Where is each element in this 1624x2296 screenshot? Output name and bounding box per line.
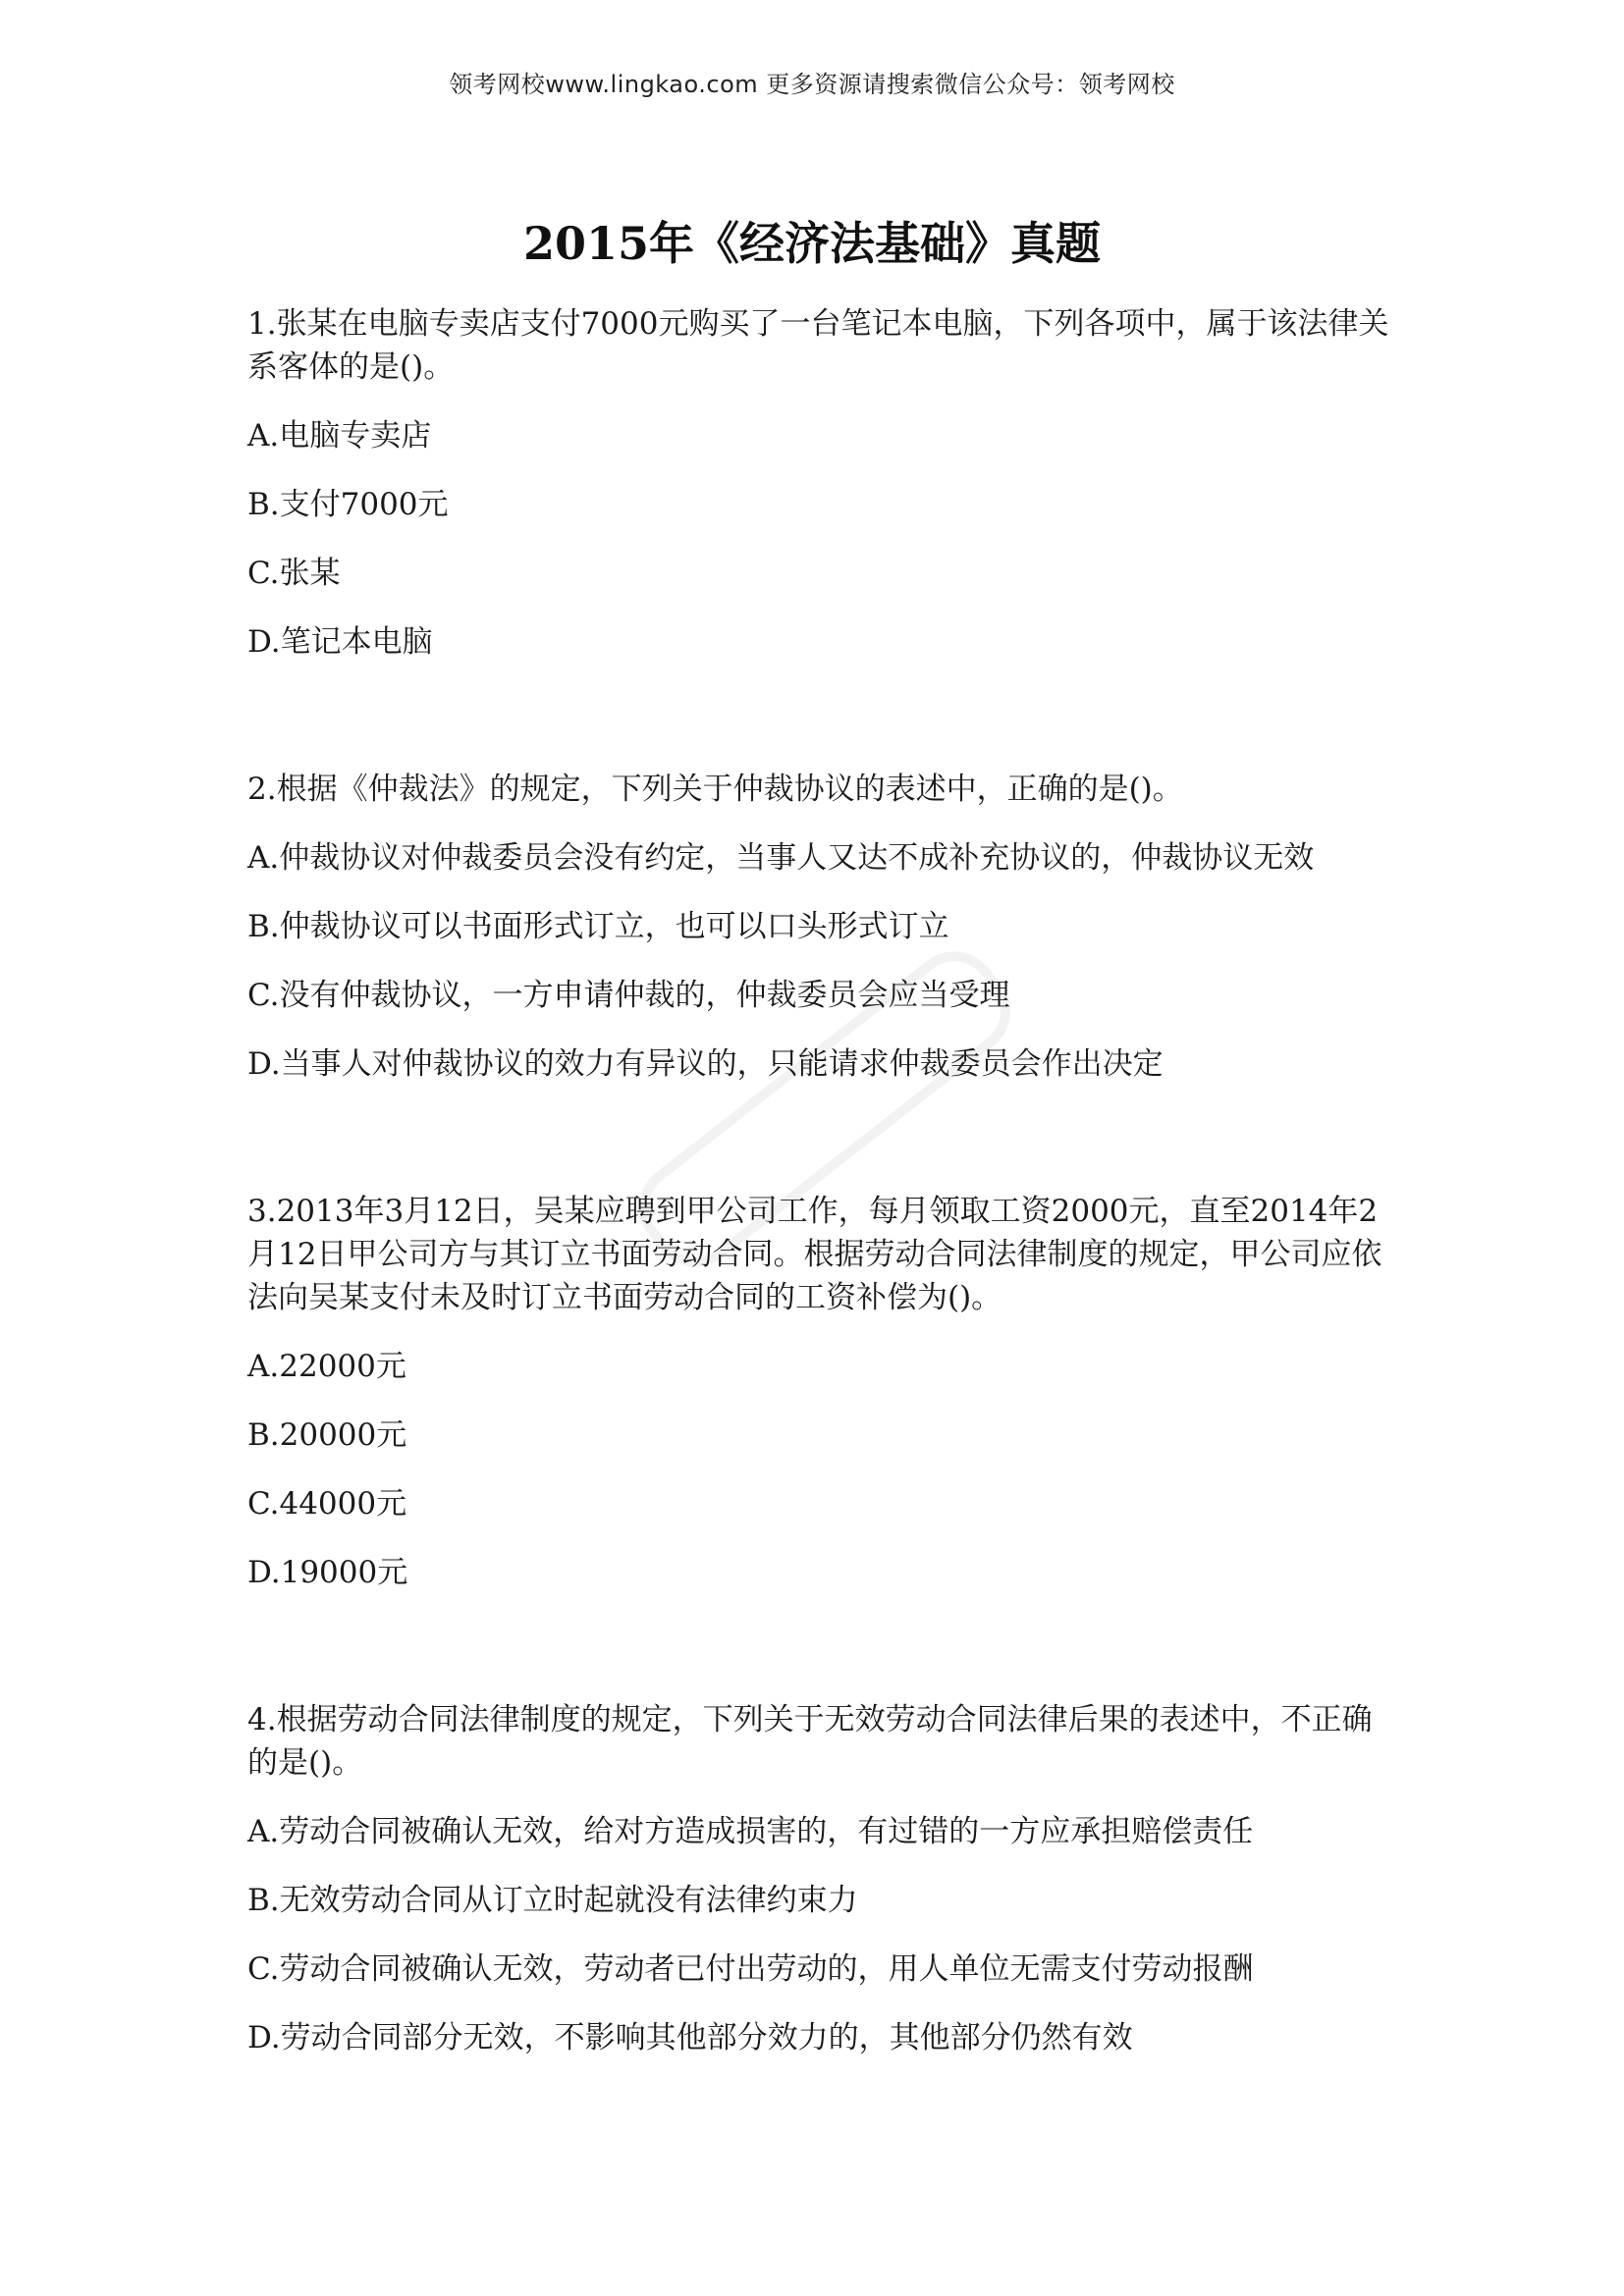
- question-spacer: [247, 689, 1391, 768]
- document-title: 2015年《经济法基础》真题: [522, 217, 1102, 270]
- option-b: B.20000元: [247, 1417, 407, 1453]
- question-3: [247, 1190, 1391, 1594]
- question-text: 3.2013年3月12日，吴某应聘到甲公司工作，每月领取工资2000元，直至2014年2月12日甲公司方与其订立书面劳动合同。根据劳动合同法律制度的规定，甲公司应依法向吴某支付未及时订立书面劳动合同的工资补偿为()。: [247, 1194, 1382, 1315]
- question-text: 1.张某在电脑专卖店支付7000元购买了一台笔记本电脑，下列各项中，属于该法律关系客体的是()。: [247, 306, 1389, 385]
- option-d: D.当事人对仲裁协议的效力有异议的，只能请求仲裁委员会作出决定: [247, 1046, 1164, 1082]
- question-4: [247, 1698, 1391, 2059]
- question-spacer: [247, 1620, 1391, 1698]
- option-a: A.22000元: [247, 1349, 406, 1384]
- question-text: 4.根据劳动合同法律制度的规定，下列关于无效劳动合同法律后果的表述中，不正确的是()。: [247, 1702, 1373, 1781]
- option-a: A.仲裁协议对仲裁委员会没有约定，当事人又达不成补充协议的，仲裁协议无效: [247, 840, 1315, 876]
- question-spacer: [247, 1111, 1391, 1190]
- page-header: 领考网校www.lingkao.com 更多资源请搜索微信公众号：领考网校: [449, 71, 1175, 98]
- option-d: D.劳动合同部分无效，不影响其他部分效力的，其他部分仍然有效: [247, 2020, 1133, 2056]
- option-a: A.电脑专卖店: [247, 418, 432, 454]
- question-list: [247, 302, 1391, 2085]
- option-c: C.44000元: [247, 1486, 407, 1522]
- option-b: B.仲裁协议可以书面形式订立，也可以口头形式订立: [247, 909, 949, 944]
- option-d: D.19000元: [247, 1555, 408, 1590]
- option-c: C.劳动合同被确认无效，劳动者已付出劳动的，用人单位无需支付劳动报酬: [247, 1951, 1254, 1987]
- option-b: B.无效劳动合同从订立时起就没有法律约束力: [247, 1883, 858, 1918]
- option-b: B.支付7000元: [247, 487, 449, 522]
- option-c: C.张某: [247, 556, 341, 591]
- question-text: 2.根据《仲裁法》的规定，下列关于仲裁协议的表述中，正确的是()。: [247, 772, 1183, 807]
- option-c: C.没有仲裁协议，一方申请仲裁的，仲裁委员会应当受理: [247, 978, 1010, 1013]
- option-a: A.劳动合同被确认无效，给对方造成损害的，有过错的一方应承担赔偿责任: [247, 1814, 1254, 1849]
- question-2: [247, 768, 1391, 1086]
- question-1: [247, 302, 1391, 664]
- option-d: D.笔记本电脑: [247, 624, 433, 660]
